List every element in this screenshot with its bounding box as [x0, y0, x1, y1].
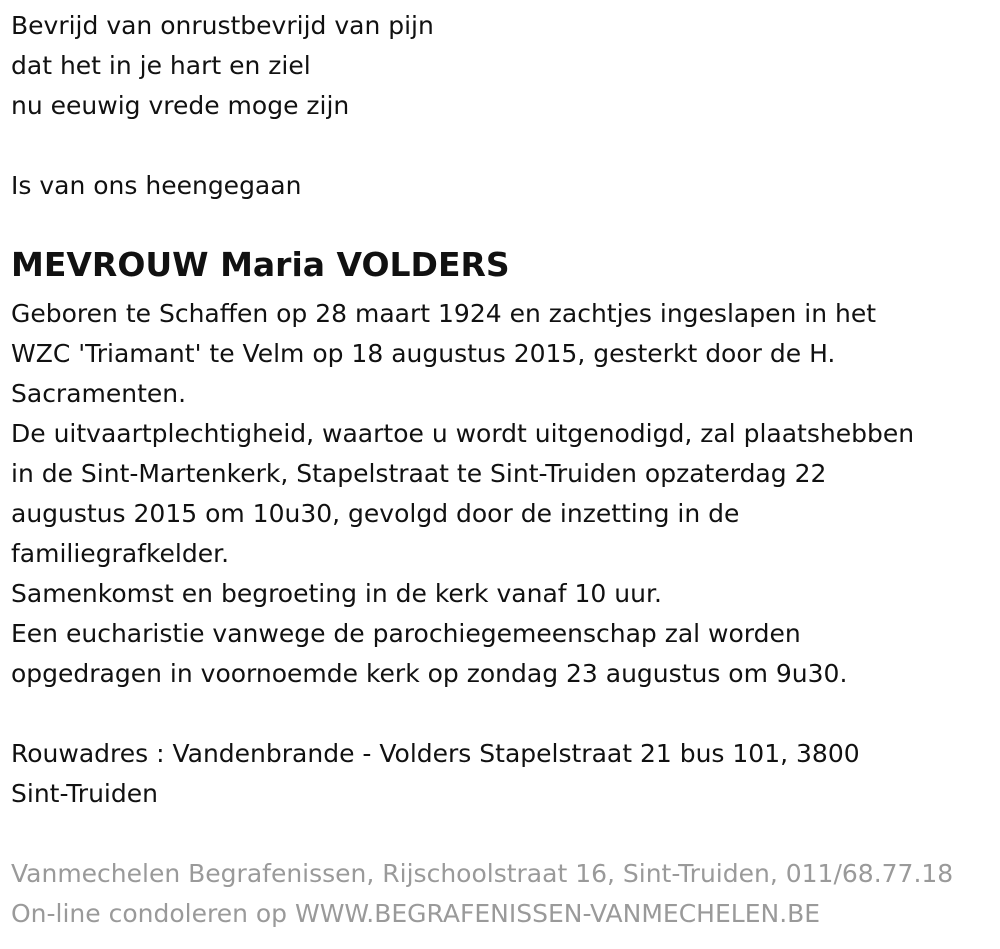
poem-block — [11, 6, 434, 126]
body-line-1: Geboren te Schaffen op 28 maart 1924 en zachtjes ingeslapen in het — [11, 299, 877, 328]
poem-line-2: dat het in je hart en ziel — [11, 51, 311, 80]
body-line-6: augustus 2015 om 10u30, gevolgd door de inzetting in de — [11, 499, 740, 528]
intro-block — [11, 166, 301, 206]
body-line-4: De uitvaartplechtigheid, waartoe u wordt uitgenodigd, zal plaatshebben — [11, 419, 915, 448]
address-line-2: Sint-Truiden — [11, 779, 158, 808]
intro-text: Is van ons heengegaan — [11, 171, 302, 200]
notice-body — [11, 294, 914, 694]
body-line-8: Samenkomst en begroeting in de kerk vanaf 10 uur. — [11, 579, 662, 608]
footer-contact-line: Vanmechelen Begrafenissen, Rijschoolstraat 16, Sint-Truiden, 011/68.77.18 — [11, 859, 954, 888]
body-line-3: Sacramenten. — [11, 379, 187, 408]
footer-condolence-line: On-line condoleren op WWW.BEGRAFENISSEN-VANMECHELEN.BE — [11, 899, 821, 928]
funeral-home-footer — [11, 854, 953, 934]
mourning-address — [11, 734, 860, 814]
body-line-2: WZC 'Triamant' te Velm op 18 augustus 2015, gesterkt door de H. — [11, 339, 836, 368]
body-line-5: in de Sint-Martenkerk, Stapelstraat te Sint-Truiden opzaterdag 22 — [11, 459, 827, 488]
deceased-name: MEVROUW Maria VOLDERS — [11, 245, 510, 284]
poem-line-1: Bevrijd van onrustbevrijd van pijn — [11, 11, 434, 40]
body-line-7: familiegrafkelder. — [11, 539, 230, 568]
poem-line-3: nu eeuwig vrede moge zijn — [11, 91, 350, 120]
body-line-9: Een eucharistie vanwege de parochiegemeenschap zal worden — [11, 619, 801, 648]
body-line-10: opgedragen in voornoemde kerk op zondag 23 augustus om 9u30. — [11, 659, 848, 688]
address-line-1: Rouwadres : Vandenbrande - Volders Stapelstraat 21 bus 101, 3800 — [11, 739, 860, 768]
